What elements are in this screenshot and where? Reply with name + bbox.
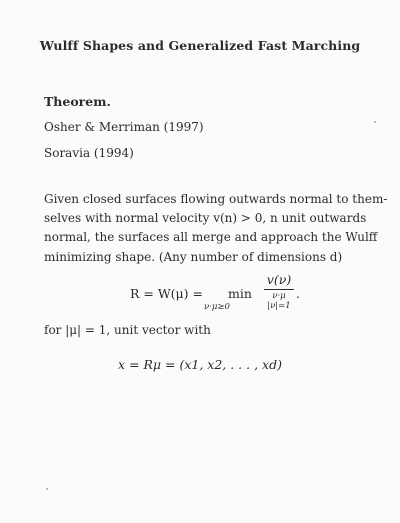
scan-speck bbox=[374, 121, 376, 123]
wulff-equation-min-subscript: ν·μ≥0 bbox=[204, 302, 230, 312]
wulff-equation-lhs: R = W(μ) = bbox=[130, 286, 204, 301]
wulff-equation-min: min bbox=[228, 286, 252, 301]
wulff-equation-period: . bbox=[296, 286, 300, 301]
reference-soravia: Soravia (1994) bbox=[44, 146, 134, 160]
statement-line-3: normal, the surfaces all merge and approach the Wulff bbox=[44, 230, 378, 245]
fraction-numerator: v(ν) bbox=[266, 272, 292, 287]
fraction-denominator-bottom: |ν|=1 bbox=[267, 301, 291, 311]
theorem-statement bbox=[44, 190, 388, 267]
statement-line-4: minimizing shape. (Any number of dimensions d) bbox=[44, 249, 343, 264]
statement-line-1: Given closed surfaces flowing outwards normal to them- bbox=[44, 192, 388, 206]
unit-vector-condition: for |μ| = 1, unit vector with bbox=[44, 323, 211, 337]
reference-osher-merriman: Osher & Merriman (1997) bbox=[44, 120, 204, 134]
fraction-denominator-top: ν·μ bbox=[272, 291, 286, 301]
page-title: Wulff Shapes and Generalized Fast Marching bbox=[39, 38, 361, 53]
theorem-heading: Theorem. bbox=[44, 94, 111, 109]
fraction-bar bbox=[264, 289, 294, 290]
wulff-equation-fraction bbox=[264, 272, 294, 311]
position-equation: x = Rμ = (x1, x2, . . . , xd) bbox=[118, 357, 282, 372]
statement-line-2: selves with normal velocity v(n) > 0, n unit outwards bbox=[44, 211, 367, 226]
scan-speck bbox=[46, 488, 48, 490]
wulff-equation bbox=[130, 272, 330, 326]
